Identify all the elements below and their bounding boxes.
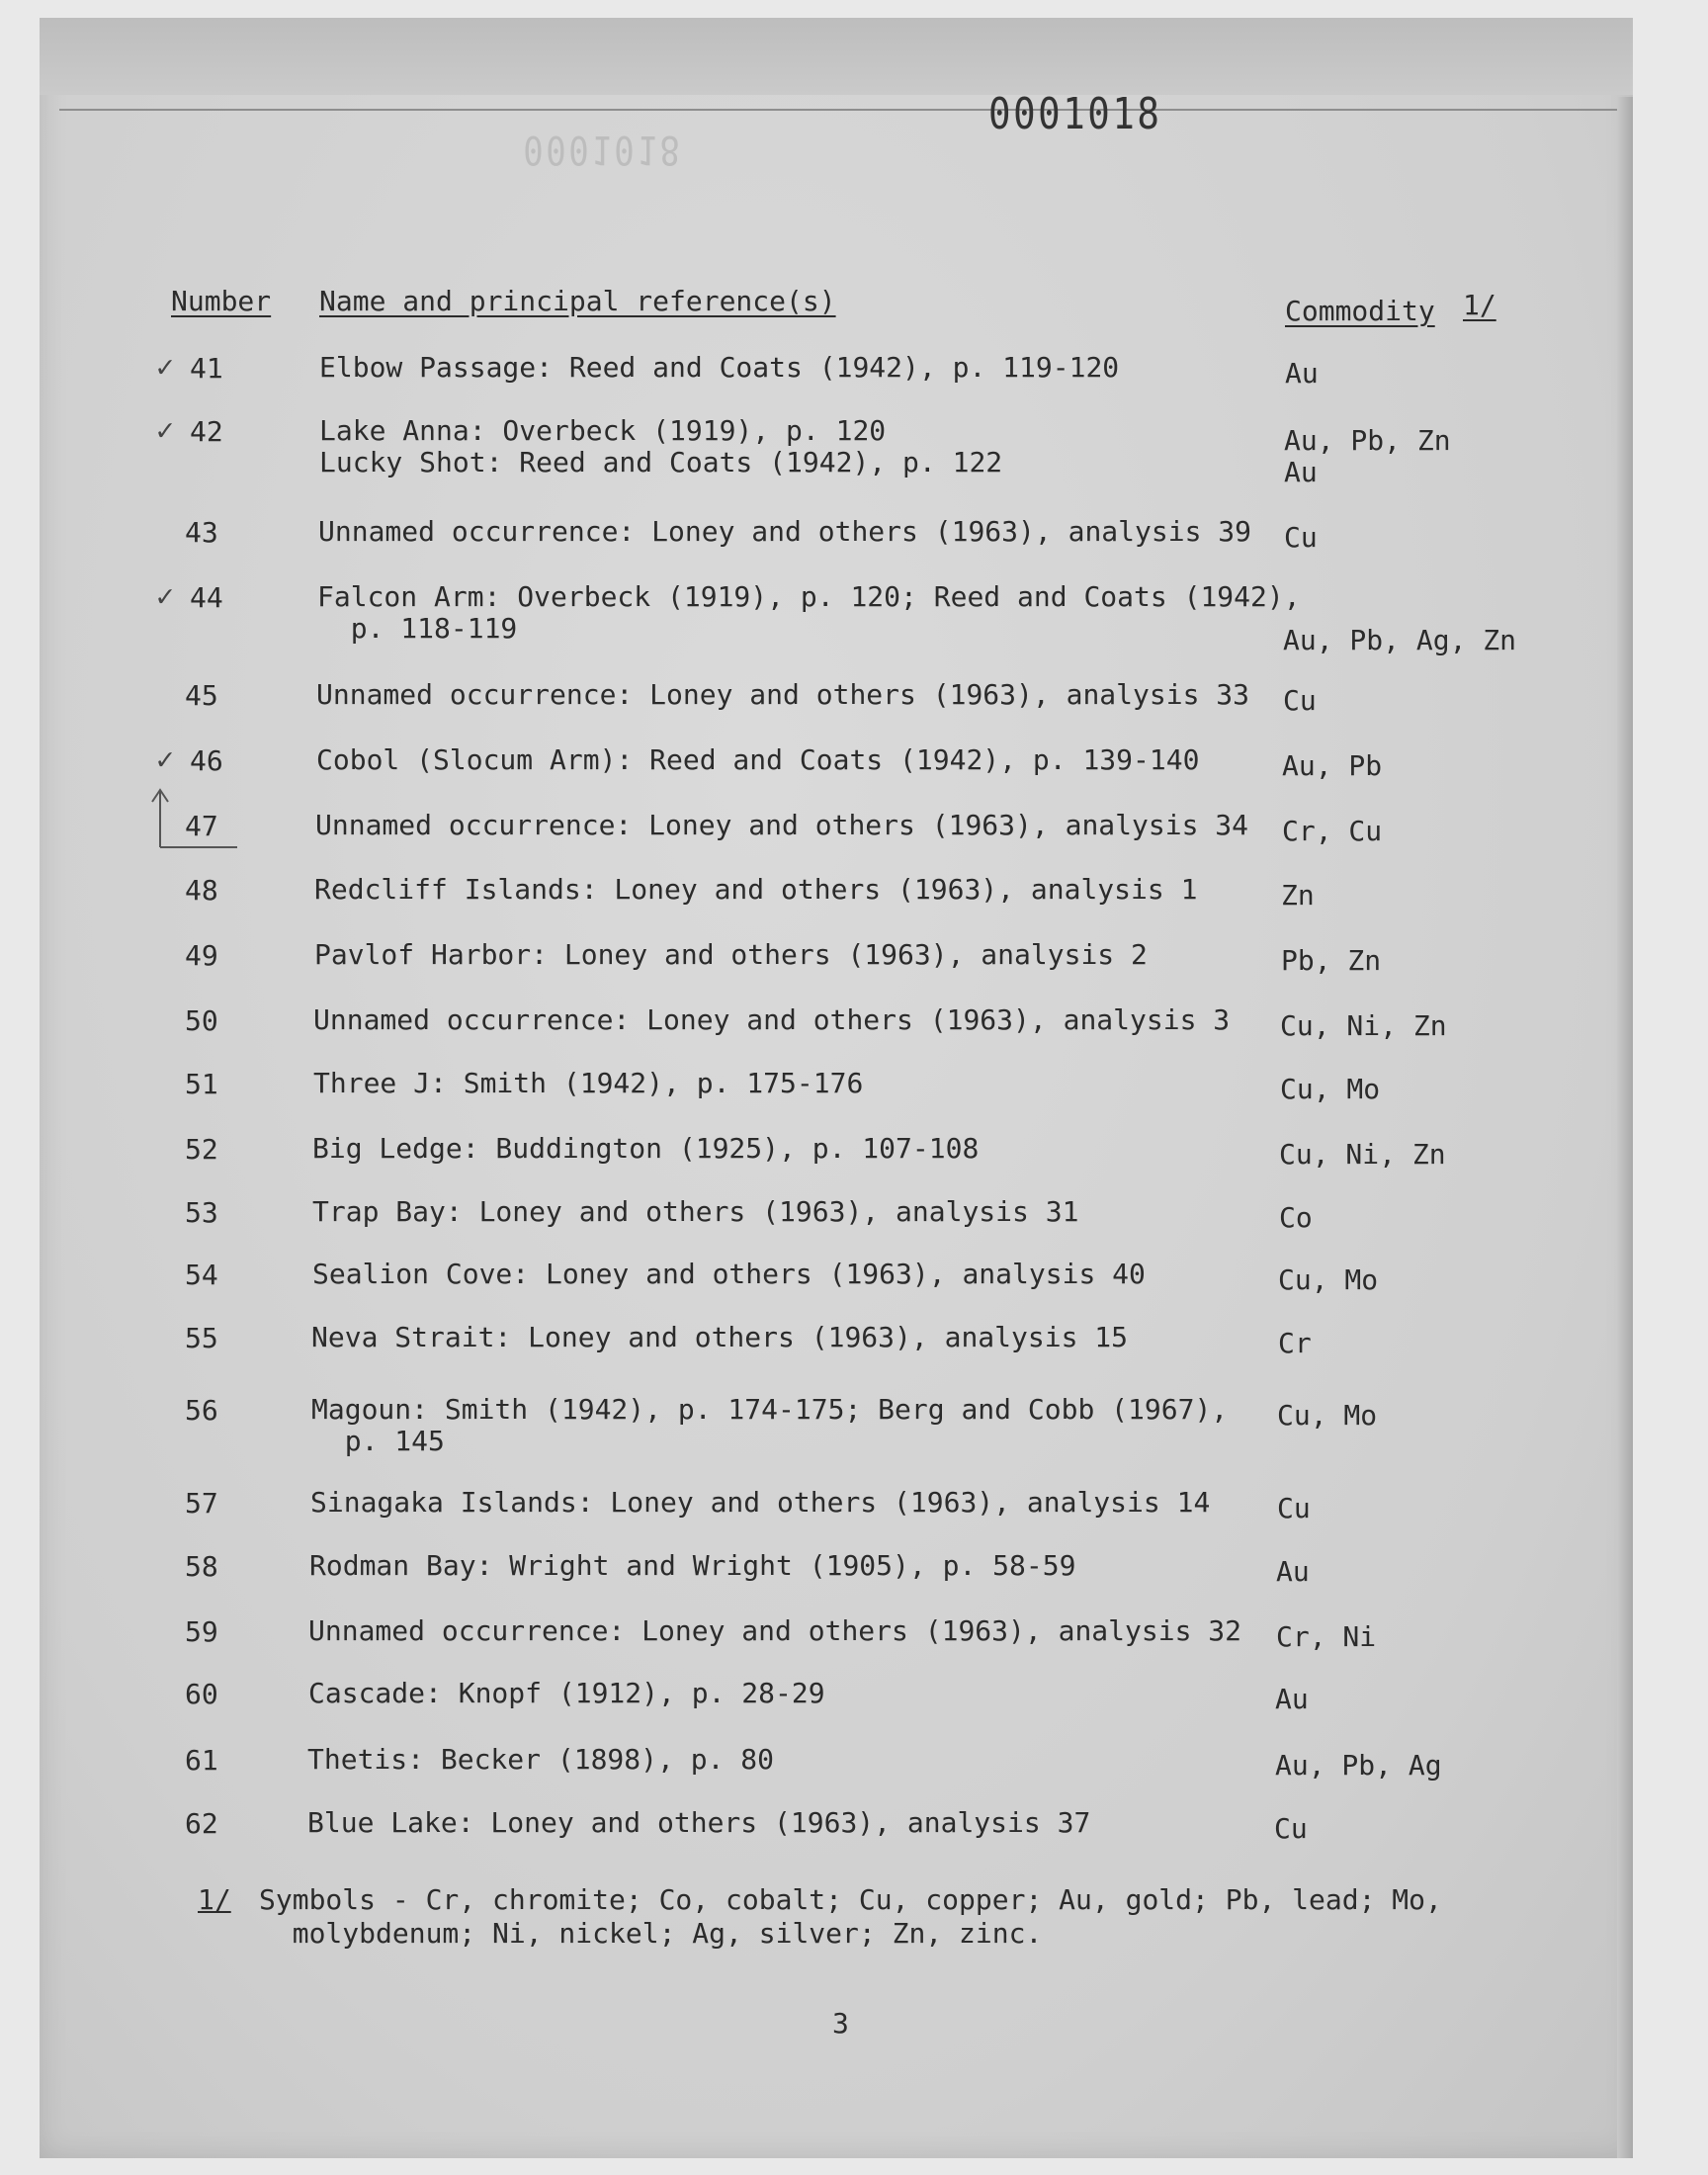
row-commodity: Cu xyxy=(1274,1812,1308,1845)
row-name-reference: Big Ledge: Buddington (1925), p. 107-108 xyxy=(312,1132,980,1165)
row-number: 59 xyxy=(185,1615,218,1648)
footnote-text: Symbols - Cr, chromite; Co, cobalt; Cu, copper; Au, gold; Pb, lead; Mo, molybdenum; Ni, nickel; Ag, silver; Zn, zinc. xyxy=(259,1883,1442,1950)
row-name-reference: Three J: Smith (1942), p. 175-176 xyxy=(313,1067,864,1099)
row-name-reference: Redcliff Islands: Loney and others (1963), analysis 1 xyxy=(314,873,1198,906)
row-commodity: Zn xyxy=(1281,879,1315,912)
row-number: 53 xyxy=(185,1196,218,1229)
row-name-reference: Unnamed occurrence: Loney and others (1963), analysis 32 xyxy=(308,1614,1242,1647)
checkmark-icon: ✓ xyxy=(156,350,175,385)
row-number: 44 xyxy=(190,581,223,614)
row-commodity: Cu xyxy=(1283,684,1317,717)
header-number: Number xyxy=(171,285,272,317)
row-commodity: Cu xyxy=(1284,521,1318,554)
row-name-reference: Unnamed occurrence: Loney and others (1963), analysis 34 xyxy=(315,809,1249,841)
row-name-reference: Unnamed occurrence: Loney and others (1963), analysis 33 xyxy=(316,678,1250,711)
scan-top-band xyxy=(40,18,1633,95)
checkmark-icon: ✓ xyxy=(156,413,175,448)
row-commodity: Cu, Mo xyxy=(1280,1073,1381,1105)
header-footnote-mark: 1/ xyxy=(1463,289,1496,321)
row-number: 52 xyxy=(185,1133,218,1166)
row-name-reference: Unnamed occurrence: Loney and others (1963), analysis 3 xyxy=(313,1003,1231,1036)
row-name-reference: Sealion Cove: Loney and others (1963), analysis 40 xyxy=(312,1258,1146,1290)
row-commodity: Cu xyxy=(1277,1492,1311,1524)
footnote-mark: 1/ xyxy=(198,1883,231,1916)
row-commodity: Au, Pb, Ag xyxy=(1275,1749,1442,1782)
row-number: 58 xyxy=(185,1550,218,1583)
row-number: 43 xyxy=(185,516,218,549)
row-number: 47 xyxy=(185,810,218,842)
fold-line xyxy=(59,109,1633,111)
row-number: 54 xyxy=(185,1259,218,1291)
row-name-reference: Sinagaka Islands: Loney and others (1963), analysis 14 xyxy=(310,1486,1211,1519)
row-commodity: Au, Pb xyxy=(1282,749,1383,782)
arrow-annotation-icon xyxy=(148,786,247,855)
row-name-reference: Unnamed occurrence: Loney and others (1963), analysis 39 xyxy=(318,515,1252,548)
header-name: Name and principal reference(s) xyxy=(319,285,836,317)
row-name-reference: Rodman Bay: Wright and Wright (1905), p. 58-59 xyxy=(309,1549,1076,1582)
document-id: 0001018 xyxy=(988,89,1162,139)
row-number: 56 xyxy=(185,1394,218,1427)
row-number: 55 xyxy=(185,1322,218,1354)
row-name-reference: Elbow Passage: Reed and Coats (1942), p. 119-120 xyxy=(319,351,1120,384)
row-number: 41 xyxy=(190,352,223,385)
row-commodity: Cr, Ni xyxy=(1276,1620,1377,1653)
row-number: 49 xyxy=(185,939,218,972)
row-commodity: Cr, Cu xyxy=(1282,815,1383,847)
scan-right-edge xyxy=(1617,97,1633,2158)
row-commodity: Au xyxy=(1275,1683,1309,1715)
page-number: 3 xyxy=(832,2007,849,2040)
row-commodity: Au, Pb, Ag, Zn xyxy=(1283,624,1517,656)
row-number: 42 xyxy=(190,415,223,448)
bleed-through-number: 0001018 xyxy=(523,127,683,172)
row-name-reference: Trap Bay: Loney and others (1963), analysis 31 xyxy=(312,1195,1079,1228)
row-commodity: Cu, Ni, Zn xyxy=(1279,1138,1446,1171)
row-number: 51 xyxy=(185,1068,218,1100)
row-number: 46 xyxy=(190,744,223,777)
checkmark-icon: ✓ xyxy=(156,742,175,777)
row-commodity: Cu, Ni, Zn xyxy=(1280,1009,1447,1042)
row-name-reference: Pavlof Harbor: Loney and others (1963), analysis 2 xyxy=(314,938,1148,971)
header-commodity: Commodity xyxy=(1285,295,1435,327)
row-name-reference: Falcon Arm: Overbeck (1919), p. 120; Reed and Coats (1942), p. 118-119 xyxy=(317,580,1301,645)
row-commodity: Au xyxy=(1285,357,1319,390)
row-name-reference: Blue Lake: Loney and others (1963), analysis 37 xyxy=(307,1806,1091,1839)
row-commodity: Au xyxy=(1276,1555,1310,1588)
row-commodity: Cr xyxy=(1278,1327,1312,1359)
row-number: 62 xyxy=(185,1807,218,1840)
row-commodity: Pb, Zn xyxy=(1281,944,1382,977)
row-name-reference: Neva Strait: Loney and others (1963), analysis 15 xyxy=(311,1321,1129,1353)
row-number: 61 xyxy=(185,1744,218,1777)
row-number: 50 xyxy=(185,1004,218,1037)
checkmark-icon: ✓ xyxy=(156,579,175,614)
row-number: 48 xyxy=(185,874,218,907)
row-name-reference: Magoun: Smith (1942), p. 174-175; Berg and Cobb (1967), p. 145 xyxy=(311,1393,1229,1457)
row-commodity: Cu, Mo xyxy=(1277,1399,1378,1432)
row-commodity: Cu, Mo xyxy=(1278,1263,1379,1296)
row-number: 45 xyxy=(185,679,218,712)
row-name-reference: Cobol (Slocum Arm): Reed and Coats (1942), p. 139-140 xyxy=(316,743,1200,776)
row-number: 57 xyxy=(185,1487,218,1520)
row-name-reference: Cascade: Knopf (1912), p. 28-29 xyxy=(308,1677,825,1709)
row-commodity: Au, Pb, Zn Au xyxy=(1284,424,1451,488)
row-number: 60 xyxy=(185,1678,218,1710)
row-name-reference: Lake Anna: Overbeck (1919), p. 120 Lucky Shot: Reed and Coats (1942), p. 122 xyxy=(319,414,1003,478)
row-name-reference: Thetis: Becker (1898), p. 80 xyxy=(307,1743,775,1776)
row-commodity: Co xyxy=(1279,1201,1313,1234)
